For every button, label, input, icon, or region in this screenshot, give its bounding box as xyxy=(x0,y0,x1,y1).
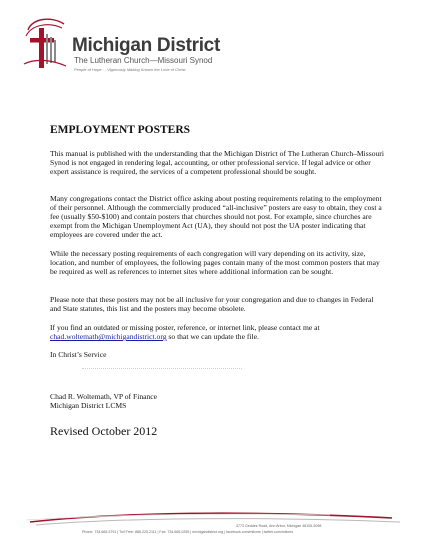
email-link[interactable]: chad.woltemath@michigandistrict.org xyxy=(50,332,167,342)
signature-name: Chad R. Woltemath, VP of Finance xyxy=(50,392,158,401)
cross-logo-icon xyxy=(22,14,68,72)
document-title: EMPLOYMENT POSTERS xyxy=(50,124,191,136)
org-tagline: People of Hope ... Vigorously Making Known the Love of Christ xyxy=(74,67,186,72)
org-name: Michigan District xyxy=(72,35,220,56)
footer-contact: Phone: 734.665.3791 | Toll Free: 888.225.2111 | Fax: 734.665.0255 | michigandistrict.org | facebook.com/milcms | twitter.com/milcms xyxy=(82,530,294,534)
paragraph-disclaimer: This manual is published with the understanding that the Michigan District of The Lutheran Church–Missouri Synod is not engaged in rendering legal, accounting, or other professional service. If legal advice or other expert assistance is required, the services of a competent professional should be sought. xyxy=(50,149,384,177)
org-subtitle: The Lutheran Church—Missouri Synod xyxy=(74,56,213,65)
contact-tail: so that we can update the file. xyxy=(166,332,259,342)
district-logo xyxy=(22,14,220,76)
paragraph-background: Many congregations contact the District office asking about posting requirements relating to the employment of their personnel. Although the commercially produced “all-inclusive” posters are easy to obtain, they cost a fee (usually $50-$100) and contain posters that churches should not post. For example, since churches are exempt from the Michigan Unemployment Act (UA), they should not post the UA poster indicating that employees are covered under the act. xyxy=(50,194,382,240)
revised-date: Revised October 2012 xyxy=(50,424,158,438)
closing-line: In Christ’s Service xyxy=(50,350,107,359)
contact-intro: If you find an outdated or missing poster, reference, or internet link, please contact me at xyxy=(50,323,320,332)
signature-line xyxy=(82,368,242,370)
footer-address: 3773 Geddes Road, Ann Arbor, Michigan 48105-3098 xyxy=(236,524,322,528)
signature-org: Michigan District LCMS xyxy=(50,401,127,410)
footer-swoosh-graphic xyxy=(0,498,428,554)
paragraph-notice: Please note that these posters may not be all inclusive for your congregation and due to changes in Federal and State statutes, this list and the posters may become obsolete. xyxy=(50,295,374,314)
paragraph-contact xyxy=(50,323,385,341)
paragraph-requirements: While the necessary posting requirements of each congregation will vary depending on its activity, size, location, and number of employees, the following pages contain many of the most common posters that may be required as well as references to internet sites where additional information can be sought. xyxy=(50,249,380,277)
